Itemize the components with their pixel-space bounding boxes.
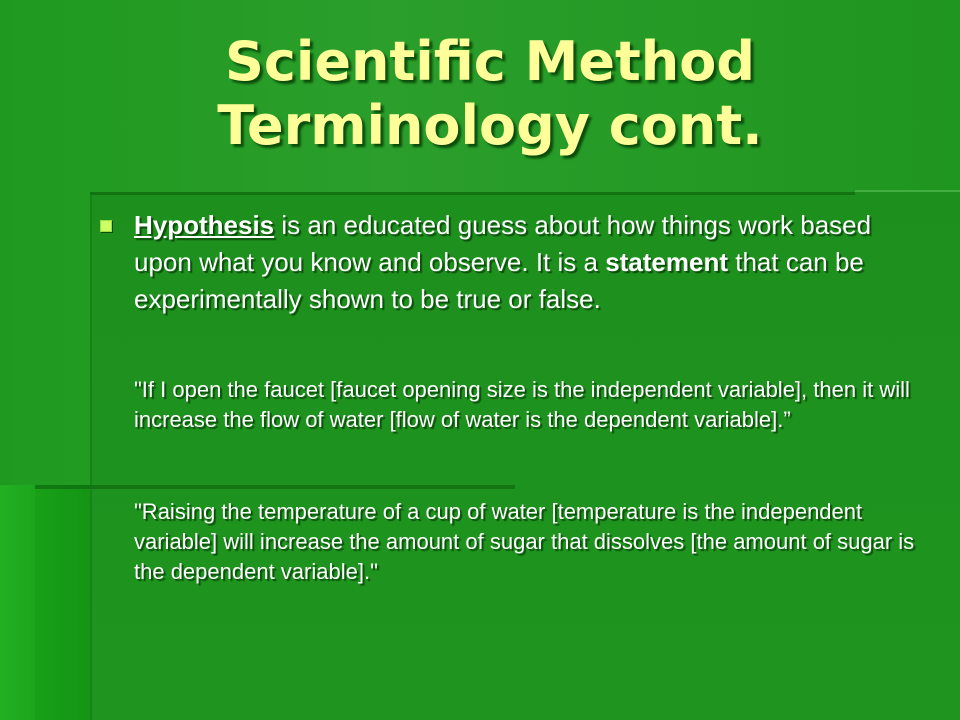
term-hypothesis: Hypothesis — [134, 210, 275, 240]
divider-vertical — [90, 195, 92, 720]
background-accent-lower — [35, 489, 90, 720]
bullet-item-hypothesis — [100, 207, 930, 318]
example-faucet: "If I open the faucet [faucet opening size is the independent variable], then it will increase the flow of water [flow of water is the dependent variable].” — [134, 377, 910, 432]
example-sugar: "Raising the temperature of a cup of water [temperature is the independent variable] will increase the amount of sugar that dissolves [the amount of sugar is the dependent variable]." — [134, 499, 915, 584]
definition-text-b: that can be experimentally shown to be true or false. — [134, 247, 864, 314]
square-bullet-icon — [100, 220, 112, 232]
slide-title — [0, 30, 960, 158]
divider-top-right — [855, 190, 960, 192]
definition-text-a: is an educated guess about how things work based upon what you know and observe. It is a — [134, 210, 872, 277]
slide-content — [100, 207, 930, 587]
title-line-1: Scientific Method — [224, 30, 755, 93]
title-line-2: Terminology cont. — [217, 94, 763, 157]
divider-top — [90, 192, 855, 195]
term-statement: statement — [605, 247, 729, 277]
